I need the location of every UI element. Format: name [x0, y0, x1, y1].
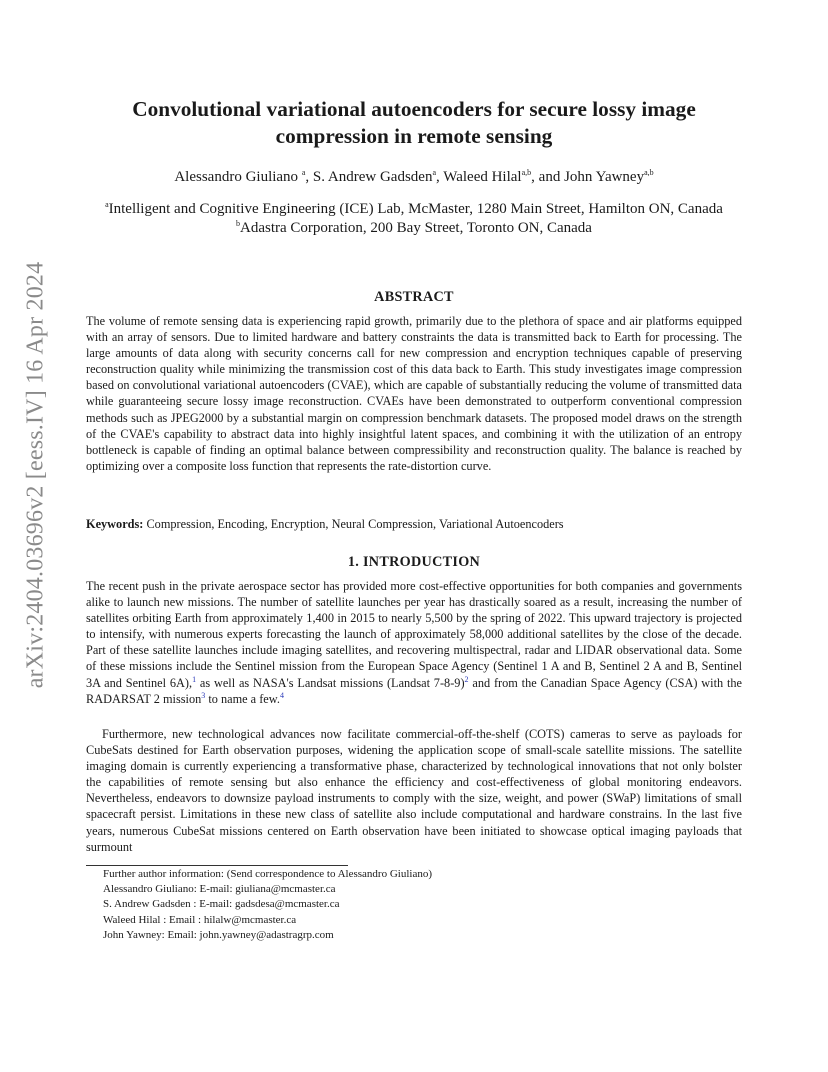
author-list [80, 167, 748, 187]
footnote-line: Waleed Hilal : Email : hilalw@mcmaster.ca [103, 913, 297, 926]
intro-paragraph-1 [86, 578, 742, 707]
affiliation-text: Adastra Corporation, 200 Bay Street, Toronto ON, Canada [240, 220, 592, 236]
author-separator: , [305, 169, 313, 185]
citation-link[interactable]: 2 [464, 674, 469, 684]
intro-text: as well as NASA's Landsat missions (Landsat 7-8-9) [196, 675, 465, 690]
intro-text: and from the Canadian Space Agency (CSA) with the RADARSAT 2 mission [86, 675, 742, 706]
author-affil-mark: a [432, 168, 437, 177]
author-affil-mark: a [301, 168, 306, 177]
author-name: Alessandro Giuliano [174, 169, 299, 185]
footnote-divider [86, 865, 348, 866]
affiliations [82, 200, 746, 238]
author-name: John Yawney [564, 169, 645, 185]
author-affil-mark: a,b [521, 168, 532, 177]
title-line-1: Convolutional variational autoencoders for secure lossy image [132, 97, 696, 121]
keywords-list: Compression, Encoding, Encryption, Neural Compression, Variational Autoencoders [146, 517, 564, 531]
paper-title [80, 96, 748, 150]
abstract-heading: ABSTRACT [374, 289, 454, 305]
footnote-line: Alessandro Giuliano: E-mail: giuliana@mcmaster.ca [103, 883, 336, 896]
footnote-line: John Yawney: Email: john.yawney@adastragrp.com [103, 928, 334, 941]
affiliation-text: Intelligent and Cognitive Engineering (ICE) Lab, McMaster, 1280 Main Street, Hamilton ON, Canada [108, 201, 723, 217]
author-separator: , and [531, 169, 565, 185]
footnote-line: Further author information: (Send correspondence to Alessandro Giuliano) [103, 868, 433, 880]
intro-heading: 1. INTRODUCTION [347, 554, 481, 570]
citation-link[interactable]: 4 [279, 690, 284, 700]
author-affil-mark: a,b [644, 168, 654, 177]
keywords-label: Keywords: [86, 517, 144, 531]
affiliation-mark: b [236, 219, 241, 228]
citation-link[interactable]: 1 [192, 674, 197, 684]
citation-link[interactable]: 3 [201, 690, 206, 700]
arxiv-stamp-text: arXiv:2404.03696v2 [eess.IV] 16 Apr 2024 [22, 261, 49, 689]
intro-text: to name a few. [205, 691, 280, 706]
arxiv-stamp [6, 0, 66, 1072]
intro-text: The recent push in the private aerospace sector has provided more cost-effective opportunities for both companies and governments alike to launch new missions. The number of satellite launches per year has drastically soared as a result, increasing the number of satellites orbiting Earth from approximately 1,400 in 2015 to nearly 5,500 by the spring of 2022. This upward trajectory is projected to intensify, with numerous experts forecasting the launch of approximately 58,000 additional satellites by the close of the decade. Part of these satellite launches include imaging satellites, and recovering multispectral, radar and LIDAR observational data. Some of these missions include the Sentinel mission from the European Space Agency (Sentinel 1 A and B, Sentinel 2 A and B, Sentinel 3A and Sentinel 6A), [86, 579, 742, 690]
author-separator: , [436, 169, 444, 185]
affiliation-mark: a [105, 200, 109, 209]
affiliation-a [82, 200, 746, 219]
title-line-2: compression in remote sensing [275, 124, 553, 148]
author-name: S. Andrew Gadsden [312, 169, 433, 185]
intro-paragraph-2: Furthermore, new technological advances now facilitate commercial-off-the-shelf (COTS) cameras to serve as payloads for CubeSats destined for Earth observation purposes, widening the application scope of small-scale satellite missions. The satellite imaging domain is currently experiencing a transformative phase, characterized by technological innovations that not only bolster the capabilities of remote sensing but also enhance the efficiency and cost-effectiveness of global monitoring endeavors. Nevertheless, endeavors to downsize payload instruments to comply with the size, weight, and power (SWaP) limitations of small spacecraft persist. Limitations in these new class of satellite also include computational and hardware constrains. In the last five years, numerous CubeSat missions centered on Earth observation have been initiated to showcase optical imaging payloads that surmount [86, 727, 742, 854]
author-name: Waleed Hilal [443, 169, 522, 185]
abstract-body: The volume of remote sensing data is experiencing rapid growth, primarily due to the plethora of space and air platforms equipped with an array of sensors. Due to limited hardware and battery constraints the data is transmitted back to Earth for processing. The large amounts of data along with security concerns call for new compression and encryption techniques capable of preserving reconstruction quality while minimizing the transmission cost of this data back to Earth. This study investigates image compression based on convolutional variational autoencoders (CVAE), which are capable of substantially reducing the volume of transmitted data while guaranteeing secure lossy image reconstruction. CVAEs have been demonstrated to outperform conventional compression methods such as JPEG2000 by a substantial margin on compression benchmark datasets. The proposed model draws on the strength of the CVAE's capability to abstract data into highly insightful latent spaces, and combining it with the utilization of an entropy bottleneck is capable of finding an optimal balance between compressibility and reconstruction quality. The balance is reached by optimizing over a composite loss function that represents the rate-distortion curve. [86, 314, 742, 473]
footnote-line: S. Andrew Gadsden : E-mail: gadsdesa@mcmaster.ca [103, 898, 340, 911]
affiliation-b [82, 219, 746, 238]
keywords [86, 516, 742, 532]
footnotes [103, 867, 663, 943]
